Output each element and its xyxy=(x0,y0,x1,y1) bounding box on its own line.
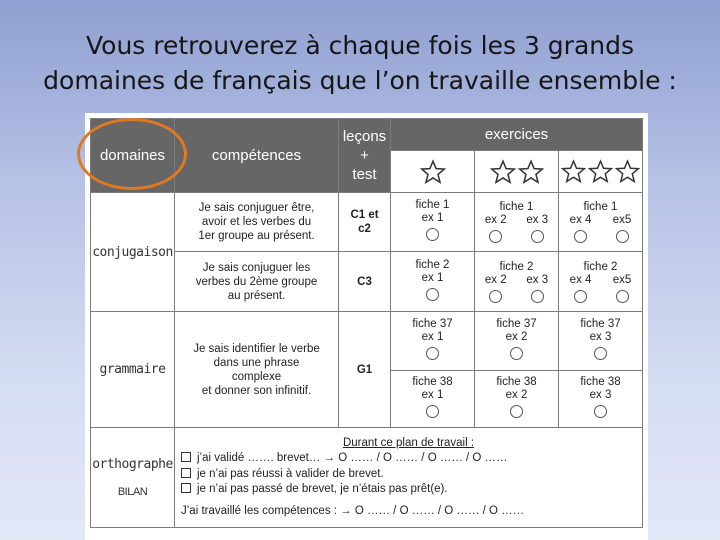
ex-label: ex 1 xyxy=(421,271,444,284)
checkbox-circle[interactable] xyxy=(594,405,607,418)
competence-text: complexe xyxy=(231,370,282,383)
checkbox-circle[interactable] xyxy=(489,290,502,303)
ex-label: ex 3 xyxy=(589,331,612,343)
competence-gram xyxy=(175,312,339,428)
header-competences xyxy=(175,119,339,193)
checkbox-circle[interactable] xyxy=(616,230,629,243)
exercise-cell xyxy=(391,312,475,371)
exercise-cell xyxy=(559,312,643,371)
star-icon xyxy=(615,159,640,184)
exercise-cell xyxy=(475,252,559,312)
exercise-cell xyxy=(475,193,559,252)
ex-label: ex 4 xyxy=(569,273,592,286)
exercise-cell xyxy=(391,193,475,252)
star-icon xyxy=(588,159,613,184)
slide-title-line-1: Vous retrouverez à chaque fois les 3 grands xyxy=(86,31,634,60)
checkbox[interactable] xyxy=(181,452,191,462)
ex-label: ex 1 xyxy=(421,212,444,224)
competence-text: Je sais conjuguer être, xyxy=(198,202,315,214)
lecon-code: C1 et xyxy=(350,209,379,221)
competence-text: Je sais identifier le verbe xyxy=(193,342,320,355)
difficulty-one-star xyxy=(391,151,475,193)
checkbox-circle[interactable] xyxy=(594,347,607,360)
ex-label: ex 2 xyxy=(505,331,528,343)
star-icon xyxy=(490,159,516,185)
exercise-cell xyxy=(475,371,559,428)
fiche-label: fiche 38 xyxy=(412,376,453,388)
header-lecons-test: test xyxy=(352,166,377,183)
fiche-label: fiche 2 xyxy=(583,260,618,273)
competence-text: verbes du 2ème groupe xyxy=(195,275,318,288)
bilan-heading: Durant ce plan de travail : xyxy=(342,436,475,449)
domain-orthographe-label: orthographe xyxy=(92,457,173,472)
ex-label: ex 3 xyxy=(526,214,549,226)
exercise-cell xyxy=(391,252,475,312)
ex-label: ex5 xyxy=(612,273,632,286)
header-exercices-label: exercices xyxy=(484,126,549,143)
header-lecons xyxy=(339,119,391,193)
fiche-label: fiche 38 xyxy=(580,376,621,388)
lecon-gram xyxy=(339,312,391,428)
fiche-label: fiche 37 xyxy=(412,318,453,330)
competence-table xyxy=(90,118,643,528)
competence-text: avoir et les verbes du xyxy=(201,216,312,228)
fiche-label: fiche 2 xyxy=(415,258,450,271)
competence-text: 1er groupe au présent. xyxy=(198,230,315,242)
checkbox-circle[interactable] xyxy=(426,405,439,418)
ex-label: ex 3 xyxy=(526,273,549,286)
slide-title-line-2: domaines de français que l’on travaille ensemble : xyxy=(43,66,677,95)
ex-label: ex 4 xyxy=(569,214,592,226)
checkbox-circle[interactable] xyxy=(616,290,629,303)
checkbox-circle[interactable] xyxy=(426,228,439,241)
domain-grammaire-label: grammaire xyxy=(99,362,166,377)
fiche-label: fiche 1 xyxy=(499,201,534,213)
domain-conjugaison-label: conjugaison xyxy=(92,244,173,260)
header-exercices xyxy=(391,119,643,151)
competence-text: et donner son infinitif. xyxy=(201,384,312,397)
bilan-competences-line: J’ai travaillé les compétences : → O …… / O …… / O …… / O …… xyxy=(181,504,525,517)
difficulty-three-stars xyxy=(559,151,643,193)
checkbox-circle[interactable] xyxy=(531,230,544,243)
exercise-cell xyxy=(391,371,475,428)
ex-label: ex5 xyxy=(612,214,632,226)
lecon-conj-1 xyxy=(339,193,391,252)
ex-label: ex 1 xyxy=(421,389,444,401)
domain-grammaire xyxy=(91,312,175,428)
checkbox-circle[interactable] xyxy=(489,230,502,243)
competence-conj-1 xyxy=(175,193,339,252)
checkbox-circle[interactable] xyxy=(510,347,523,360)
star-icon xyxy=(518,159,544,185)
lecon-code: C3 xyxy=(357,275,372,288)
ex-label: ex 2 xyxy=(505,389,528,401)
star-icon xyxy=(561,159,586,184)
competence-text: dans une phrase xyxy=(213,356,300,369)
difficulty-two-stars xyxy=(475,151,559,193)
checkbox-circle[interactable] xyxy=(574,230,587,243)
lecon-code: c2 xyxy=(358,223,371,235)
header-domaines-label: domaines xyxy=(99,147,166,164)
ex-label: ex 3 xyxy=(589,389,612,401)
checkbox-circle[interactable] xyxy=(531,290,544,303)
fiche-label: fiche 38 xyxy=(496,376,537,388)
checkbox-circle[interactable] xyxy=(574,290,587,303)
bilan-line: je n’ai pas passé de brevet, je n’étais pas prêt(e). xyxy=(197,483,448,496)
fiche-label: fiche 37 xyxy=(580,318,621,330)
bilan-line: j’ai validé ……. brevet… → O …… / O …… / O …… / O …… xyxy=(197,452,508,465)
fiche-label: fiche 1 xyxy=(583,201,618,213)
exercise-cell xyxy=(559,193,643,252)
checkbox[interactable] xyxy=(181,468,191,478)
bilan-label: BILAN xyxy=(117,486,148,498)
star-icon xyxy=(420,159,446,185)
fiche-label: fiche 2 xyxy=(499,260,534,273)
bilan-line: je n’ai pas réussi à valider de brevet. xyxy=(197,467,384,480)
slide-title xyxy=(0,28,720,98)
exercise-cell xyxy=(475,312,559,371)
exercise-cell xyxy=(559,371,643,428)
competence-text: Je sais conjuguer les xyxy=(202,261,311,274)
header-lecons-label: leçons xyxy=(342,128,387,145)
ex-label: ex 2 xyxy=(484,273,507,286)
competence-conj-2 xyxy=(175,252,339,312)
checkbox-circle[interactable] xyxy=(426,347,439,360)
ex-label: ex 2 xyxy=(484,214,507,226)
fiche-label: fiche 1 xyxy=(415,199,450,211)
fiche-label: fiche 37 xyxy=(496,318,537,330)
competence-text: au présent. xyxy=(227,289,286,302)
domain-orthographe xyxy=(91,428,175,528)
checkbox-circle[interactable] xyxy=(510,405,523,418)
exercise-cell xyxy=(559,252,643,312)
header-lecons-plus: + xyxy=(360,147,369,164)
checkbox[interactable] xyxy=(181,483,191,493)
highlight-oval xyxy=(77,118,187,190)
bilan-section xyxy=(175,428,643,528)
lecon-code: G1 xyxy=(356,363,373,376)
checkbox-circle[interactable] xyxy=(426,288,439,301)
ex-label: ex 1 xyxy=(421,331,444,343)
lecon-conj-2 xyxy=(339,252,391,312)
domain-conjugaison xyxy=(91,193,175,312)
header-competences-label: compétences xyxy=(211,147,302,164)
